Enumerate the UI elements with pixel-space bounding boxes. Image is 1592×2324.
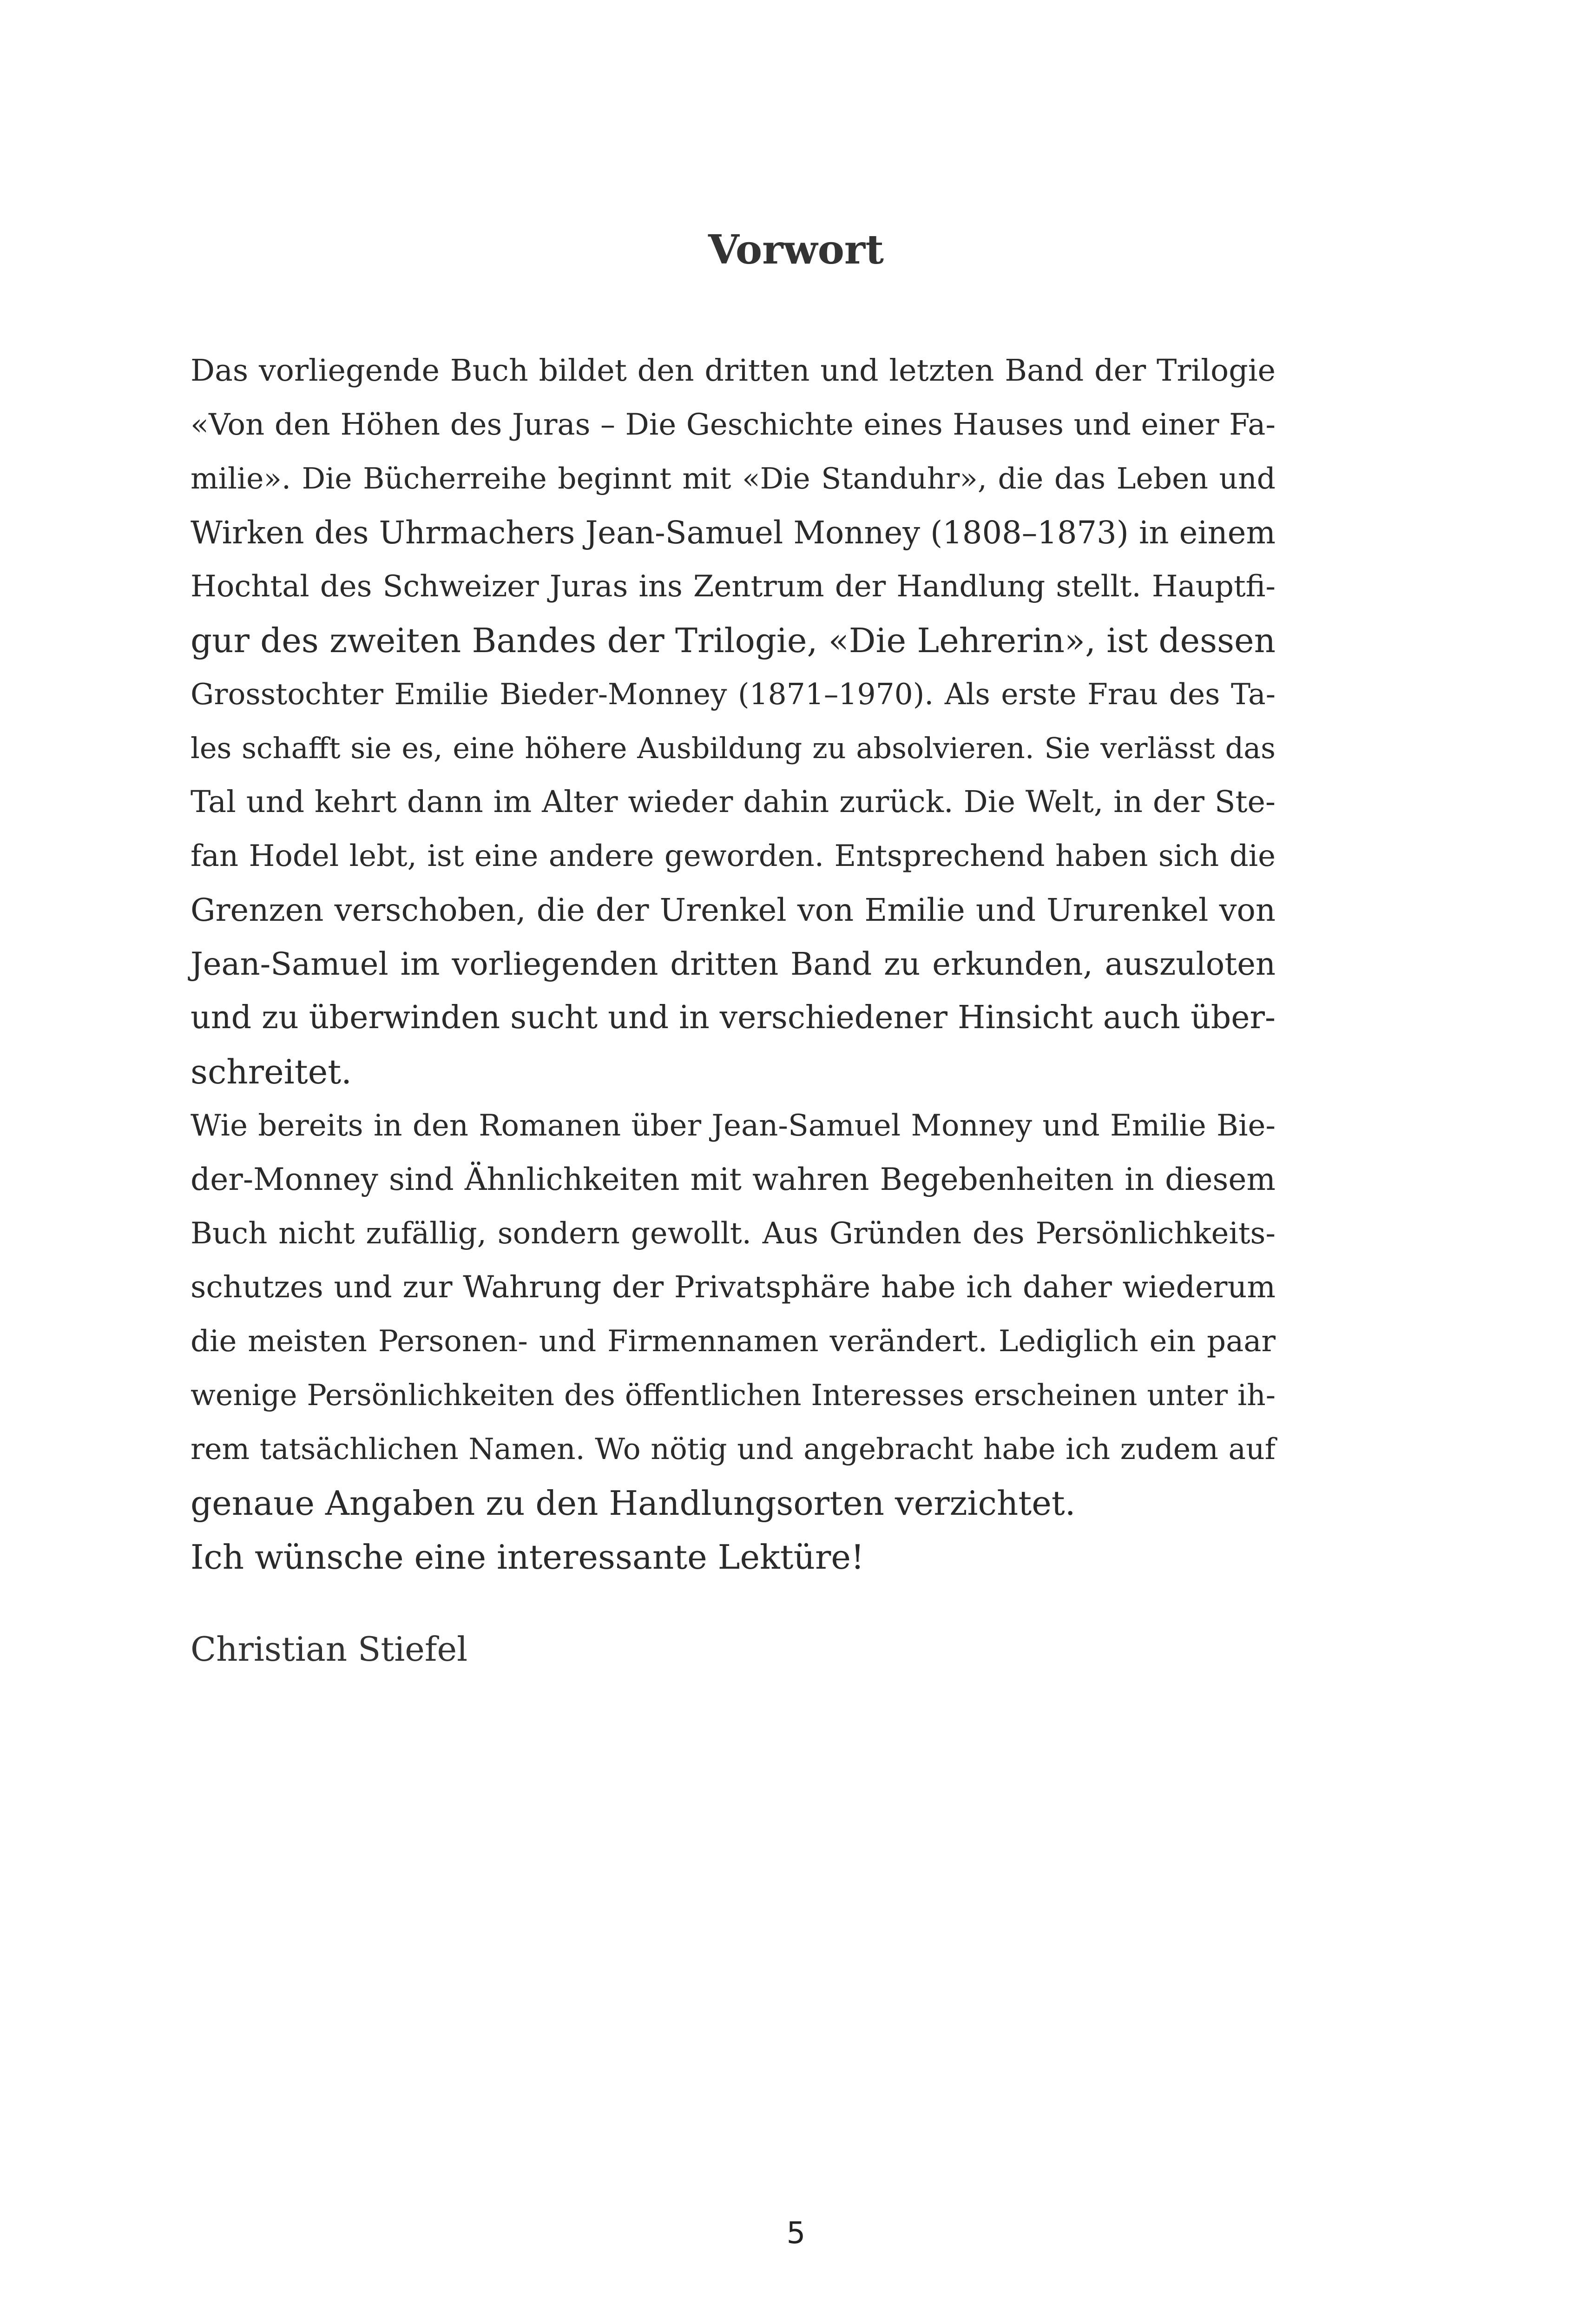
text-line: Buch nicht zufällig, sondern gewollt. Aus Gründen des Persönlichkeits- [191, 1216, 1276, 1251]
text-line: Das vorliegende Buch bildet den dritten und letzten Band der Trilogie [191, 353, 1276, 388]
text-line: gur des zweiten Bandes der Trilogie, «Die Lehrerin», ist dessen [191, 621, 1276, 660]
text-line: schreitet. [191, 1052, 352, 1091]
author-signature: Christian Stiefel [191, 1630, 468, 1669]
text-line: schutzes und zur Wahrung der Privatsphäre habe ich daher wiederum [191, 1270, 1276, 1305]
text-line: Ich wünsche eine interessante Lektüre! [191, 1538, 864, 1577]
text-line: Hochtal des Schweizer Juras ins Zentrum der Handlung stellt. Hauptfi- [191, 569, 1276, 604]
text-line: die meisten Personen- und Firmennamen verändert. Lediglich ein paar [191, 1324, 1276, 1359]
text-line: Tal und kehrt dann im Alter wieder dahin zurück. Die Welt, in der Ste- [191, 785, 1276, 819]
text-line: Jean-Samuel im vorliegenden dritten Band zu erkunden, auszuloten [191, 946, 1276, 982]
text-line: und zu überwinden sucht und in verschiedener Hinsicht auch über- [191, 999, 1276, 1036]
preface-body [191, 344, 1276, 1584]
text-line: Wirken des Uhrmachers Jean-Samuel Monney (1808–1873) in einem [191, 515, 1276, 551]
text-line: les schafft sie es, eine höhere Ausbildung zu absolvieren. Sie verlässt das [191, 731, 1276, 765]
text-line: genaue Angaben zu den Handlungsorten verzichtet. [191, 1484, 1076, 1523]
text-line: Grenzen verschoben, die der Urenkel von Emilie und Ururenkel von [191, 892, 1276, 928]
text-line: der-Monney sind Ähnlichkeiten mit wahren Begebenheiten in diesem [191, 1162, 1276, 1197]
text-line: fan Hodel lebt, ist eine andere geworden. Entsprechend haben sich die [191, 839, 1276, 873]
page-title: Vorwort [708, 226, 884, 273]
text-line: milie». Die Bücherreihe beginnt mit «Die Standuhr», die das Leben und [191, 462, 1276, 495]
text-line: wenige Persönlichkeiten des öffentlichen Interesses erscheinen unter ih- [191, 1378, 1276, 1412]
text-line: Wie bereits in den Romanen über Jean-Samuel Monney und Emilie Bie- [191, 1109, 1276, 1143]
page-number: 5 [786, 2216, 806, 2251]
text-line: «Von den Höhen des Juras – Die Geschichte eines Hauses und einer Fa- [191, 408, 1276, 442]
text-line: Grosstochter Emilie Bieder-Monney (1871–1970). Als erste Frau des Ta- [191, 677, 1276, 711]
text-line: rem tatsächlichen Namen. Wo nötig und angebracht habe ich zudem auf [191, 1432, 1276, 1466]
